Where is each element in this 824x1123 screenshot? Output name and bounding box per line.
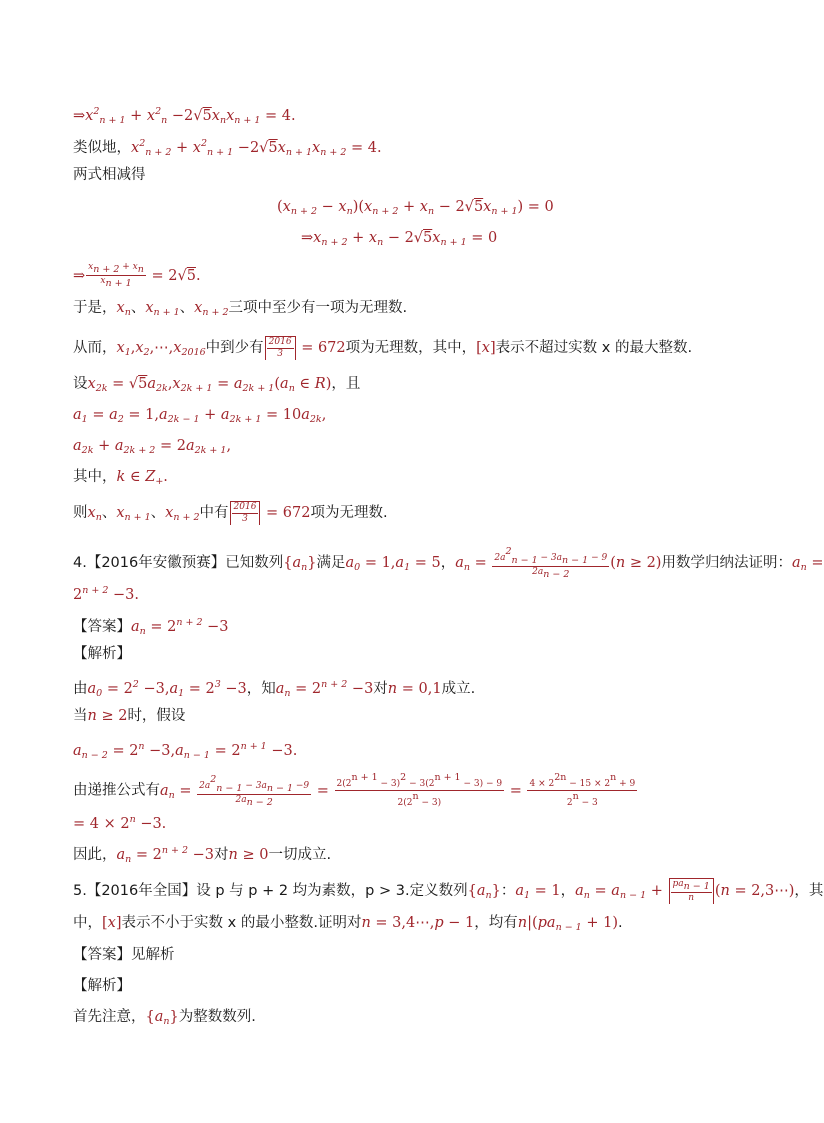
text-line-subtract: 两式相减得 [73,167,146,183]
equation-line-implies: $\Rightarrow x_{n + 2} + x_n - 2√5x_{n + 1} = 0$ [301,230,498,248]
problem-4-result: = $4 \times 2^n -3$. [73,814,167,832]
problem-5-answer: 【答案】见解析 [73,947,175,963]
problem-5-analysis-label: 【解析】 [73,978,131,994]
problem-4-statement-cont: $2^{n + 2} -3$. [73,585,139,603]
text-line-irrational-one: 于是，$x_n$、$x_{n + 1}$、$x_{n + 2}$三项中至少有一项为无理数. [73,300,408,318]
text-line-k-domain: 其中，k ∈ $Z_+$. [73,469,168,487]
problem-4-hypothesis: $a_{n - 2} = 2^n -3,a_{n - 1} = 2^{n + 1} -3$. [73,741,298,761]
equation-line-1: $\Rightarrow x^2_{n + 1} + x^2_n -2√5x_nx_{n + 1} = 4$. [73,106,296,126]
problem-4-base-case: 由$a_0 = 2^2 -3,a_1 = 2^3 -3$，知$a_n = 2^{n + 2} -3$对n = 0,1成立. [73,679,476,699]
equation-line-a-init: $a_1 = a_2 = 1,a_{2k - 1} + a_{2k + 1} = 10a_{2k}$, [73,407,327,425]
equation-line-a-even: $a_{2k} + a_{2k + 2} = 2a_{2k + 1}$, [73,438,232,456]
equation-line-ratio: ⇒ $\frac{x_{n + 2} + x_n}{x_{n + 1}}$ = 2√5. [73,262,201,289]
problem-4-recurrence: 由递推公式有$a_n$ = $\frac{2a^2_{n - 1} - 3a_{n - 1} -9}{2a_{n - 2}}$ = $\frac{2(2^{n + 1} - 3)^2 - 3(2^{n + 1} - 3) - 9}{2(2^n - 3)}$ = $\frac{4 \times 2^{2n} - 15 \times 2^n + 9}{2^n - 3}$ [73,772,636,808]
problem-5-statement-cont: 中，[x]表示不小于实数 x 的最小整数.证明对n = 3,4⋯,p − 1，均有$n|(pa_{n - 1} + 1)$. [73,915,623,933]
problem-5-first-note: 首先注意，$\{a_n\}$为整数数列. [73,1009,256,1027]
equation-line-difference: $(x_{n + 2} - x_n)(x_{n + 2} + x_n - 2√5x_{n + 1}) = 0$ [277,199,554,217]
problem-4-conclusion: 因此，$a_n = 2^{n + 2} -3$对n ≥ 0一切成立. [73,845,332,865]
text-line-set-variables: 设$x_{2k} = √5a_{2k},x_{2k + 1} = a_{2k + 1}(a_n$ ∈ R)，且 [73,376,361,394]
problem-4-hypothesis-intro: 当n ≥ 2时，假设 [73,708,186,724]
problem-4-analysis-label: 【解析】 [73,646,131,662]
problem-4-statement: 4.【2016年安徽预赛】已知数列$\{a_n\}$满足$a_0 = 1,a_1 = 5$，$a_n$ = $\frac{2a^2_{n - 1} - 3a_{n - 1} - 9}{2a_{n - 2}}$ (n ≥ 2)用数学归纳法证明：$a_n$ = [73,546,824,580]
problem-4-answer: 【答案】$a_n = 2^{n + 2} -3$ [73,617,229,637]
similar-equation-line: 类似地，$x^2_{n + 2} + x^2_{n + 1} -2√5x_{n + 1}x_{n + 2} = 4$. [73,138,382,158]
text-line-count-irrational: 从而，$x_1,x_2,\cdots,x_{2016}$中到少有 $\frac{2016}{3}$ = 672项为无理数，其中，[x]表示不超过实数 x 的最大整数. [73,337,693,359]
problem-5-statement: 5.【2016年全国】设 p 与 p + 2 均为素数，p > 3.定义数列$\{a_n\}$：$a_1 = 1$，$a_n = a_{n - 1}$ + $\frac{pa_{n - 1}}{n}$ (n = 2,3⋯)，其 [73,879,824,903]
text-line-conclusion: 则$x_n$、$x_{n + 1}$、$x_{n + 2}$中有 $\frac{2016}{3}$ = 672项为无理数. [73,502,388,524]
